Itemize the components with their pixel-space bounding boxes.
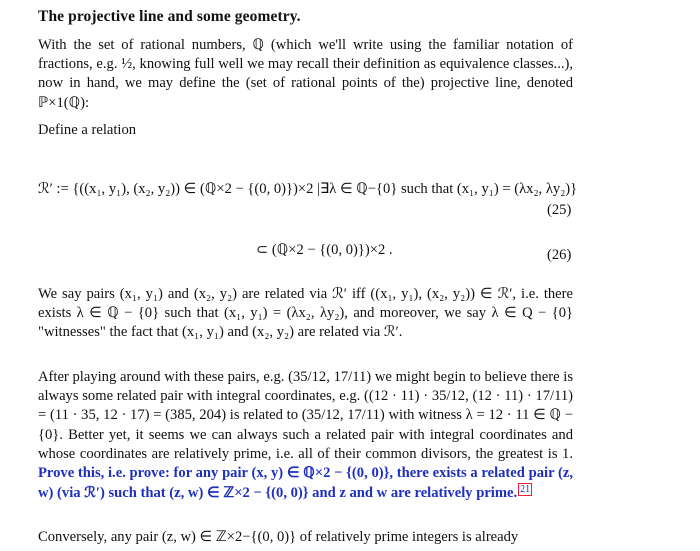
section-heading: The projective line and some geometry. xyxy=(38,8,301,25)
relation-explanation-paragraph: We say pairs (x₁, y₁) and (x₂, y₂) are related via ℛ′ iff ((x₁, y₁), (x₂, y₂)) ∈ ℛ′, i.e. there exists λ ∈ ℚ − {0} such that (x₁, y₁) = (λx₂, λy₂), and moreover, we say λ ∈ Q − {0} "witnesses" the fact that (x₁, y₁) and (x₂, y₂) are related via ℛ′. xyxy=(38,286,573,341)
equation-26-number: (26) xyxy=(547,247,572,263)
equation-25-number: (25) xyxy=(547,202,572,218)
intro-paragraph: With the set of rational numbers, ℚ (which we'll write using the familiar notation of fractions, e.g. ½, knowing full well we may recall their definition as equivalence classes...), now in hand, we may define the (set of rational points of the) projective line, denoted ℙ×1(ℚ): xyxy=(38,37,573,111)
prove-this-statement: Prove this, i.e. prove: for any pair (x, y) ∈ ℚ×2 − {(0, 0)}, there exists a related pair (z, w) (via ℛ′) such that (z, w) ∈ ℤ×2 − {(0, 0)} and z and w are relatively prime. xyxy=(38,465,573,502)
conversely-paragraph: Conversely, any pair (z, w) ∈ ℤ×2−{(0, 0)} of relatively prime integers is already xyxy=(38,529,519,545)
define-relation-text: Define a relation xyxy=(38,122,137,138)
equation-26: ⊂ (ℚ×2 − {(0, 0)})×2 . xyxy=(256,242,393,258)
equation-25: ℛ′ := {((x₁, y₁), (x₂, y₂)) ∈ (ℚ×2 − {(0, 0)})×2 |∃λ ∈ ℚ−{0} such that (x₁, y₁) = (λx₂, λy₂)} xyxy=(38,181,578,197)
integral-coordinates-text: After playing around with these pairs, e.g. (35/12, 17/11) we might begin to believe there is always some related pair with integral coordinates, e.g. ((12 · 11) · 35/12, (12 · 11) · 17/11) = (11 · 35, 12 · 17) = (385, 204) is related to (35/12, 17/11) with witness λ = 12 · 11 ∈ ℚ − {0}. Better yet, it seems we can always such a related pair with integral coordinates and whose coordinates are relatively prime, i.e. all of their common divisors, the greatest is 1. xyxy=(38,369,573,462)
integral-coordinates-paragraph xyxy=(38,368,573,503)
footnote-link[interactable]: 21 xyxy=(520,484,531,496)
